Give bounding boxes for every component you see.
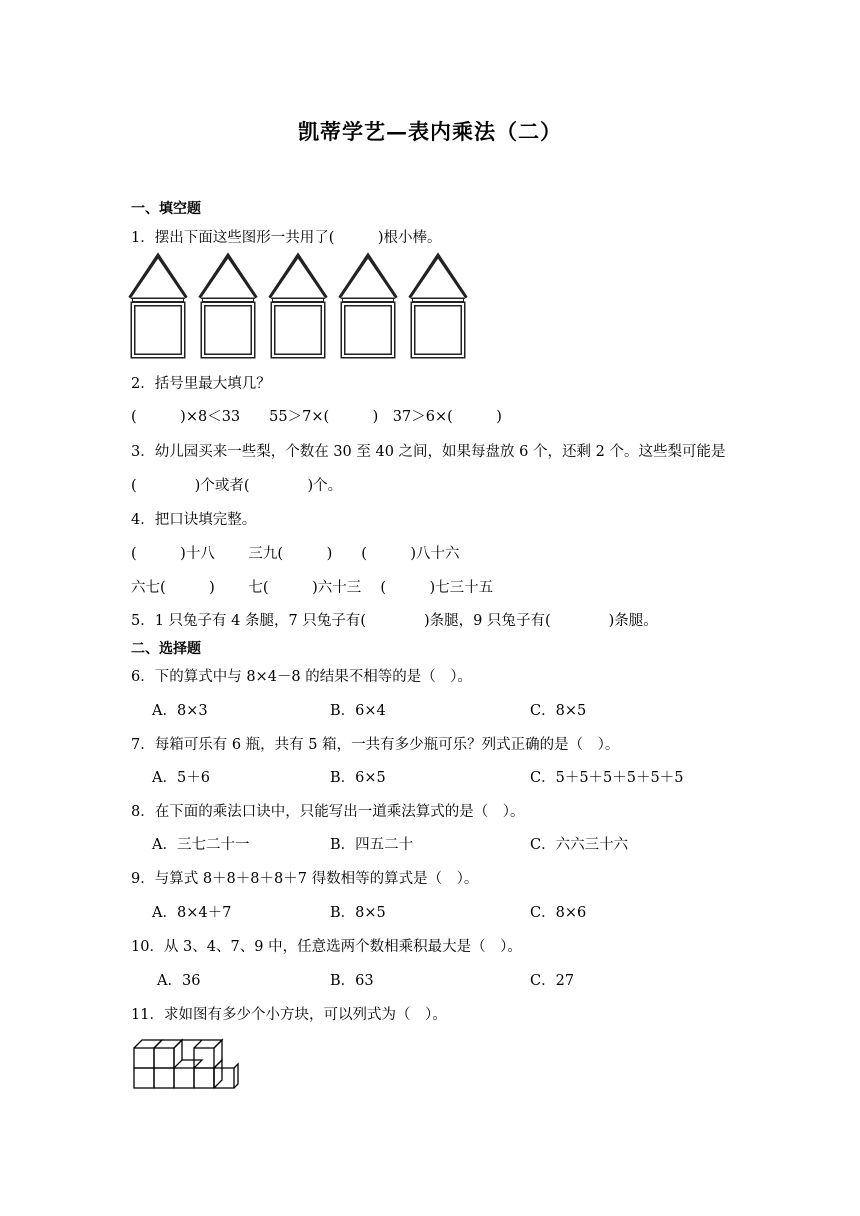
- option-b: B．四五二十: [330, 837, 414, 853]
- option-c: C．8×6: [530, 905, 587, 921]
- stick-houses-figure: [128, 252, 473, 364]
- option-c: C．27: [530, 973, 575, 989]
- option-a: A．三七二十一: [152, 837, 250, 853]
- option-b: B．63: [330, 973, 374, 989]
- question-10: 10．从 3、4、7、9 中，任意选两个数相乘积最大是（ ）。: [131, 939, 522, 955]
- question-2: 2．括号里最大填几？: [131, 376, 271, 392]
- option-a: A．8×4＋7: [152, 905, 232, 921]
- question-11: 11．求如图有多少个小方块，可以列式为（ ）。: [131, 1007, 447, 1023]
- option-c: C．5＋5＋5＋5＋5＋5: [530, 770, 684, 786]
- question-2-items: ( )×8＜33 55＞7×( ) 37＞6×( ): [131, 409, 502, 425]
- option-b: B．6×4: [330, 703, 386, 719]
- cube-stack-figure: [132, 1033, 242, 1093]
- question-1: 1．摆出下面这些图形一共用了( )根小棒。: [131, 230, 442, 246]
- question-5: 5．1 只兔子有 4 条腿，7 只兔子有( )条腿，9 只兔子有( )条腿。: [131, 613, 658, 629]
- option-a: A．5＋6: [152, 770, 210, 786]
- question-4-row2: 六七( ) 七( )六十三 ( )七三十五: [131, 580, 494, 596]
- question-3-line2: ( )个或者( )个。: [131, 478, 343, 494]
- question-9: 9．与算式 8＋8＋8＋8＋7 得数相等的算式是（ ）。: [131, 871, 479, 887]
- question-4-row1: ( )十八 三九( ) ( )八十六: [131, 546, 460, 562]
- stick-house: [270, 256, 326, 356]
- stick-house: [410, 256, 466, 356]
- option-a: A．8×3: [152, 703, 208, 719]
- stick-house: [340, 256, 396, 356]
- stick-house: [130, 256, 186, 356]
- question-3-line1: 3．幼儿园买来一些梨，个数在 30 至 40 之间，如果每盘放 6 个，还剩 2 个。这些梨可能是: [131, 444, 726, 460]
- stick-house: [200, 256, 256, 356]
- option-c: C．8×5: [530, 703, 587, 719]
- question-7: 7．每箱可乐有 6 瓶，共有 5 箱，一共有多少瓶可乐？列式正确的是（ ）。: [131, 737, 620, 753]
- option-b: B．8×5: [330, 905, 386, 921]
- option-c: C．六六三十六: [530, 837, 629, 853]
- page-title: 凯蒂学艺—表内乘法（二）: [298, 119, 562, 144]
- section-heading-fill-blank: 一、填空题: [131, 201, 201, 217]
- option-a: A．36: [157, 973, 201, 989]
- question-8: 8．在下面的乘法口诀中，只能写出一道乘法算式的是（ ）。: [131, 804, 525, 820]
- option-b: B．6×5: [330, 770, 386, 786]
- question-4: 4．把口诀填完整。: [131, 512, 257, 528]
- section-heading-multiple-choice: 二、选择题: [131, 641, 201, 657]
- question-6: 6．下的算式中与 8×4－8 的结果不相等的是（ ）。: [131, 669, 473, 685]
